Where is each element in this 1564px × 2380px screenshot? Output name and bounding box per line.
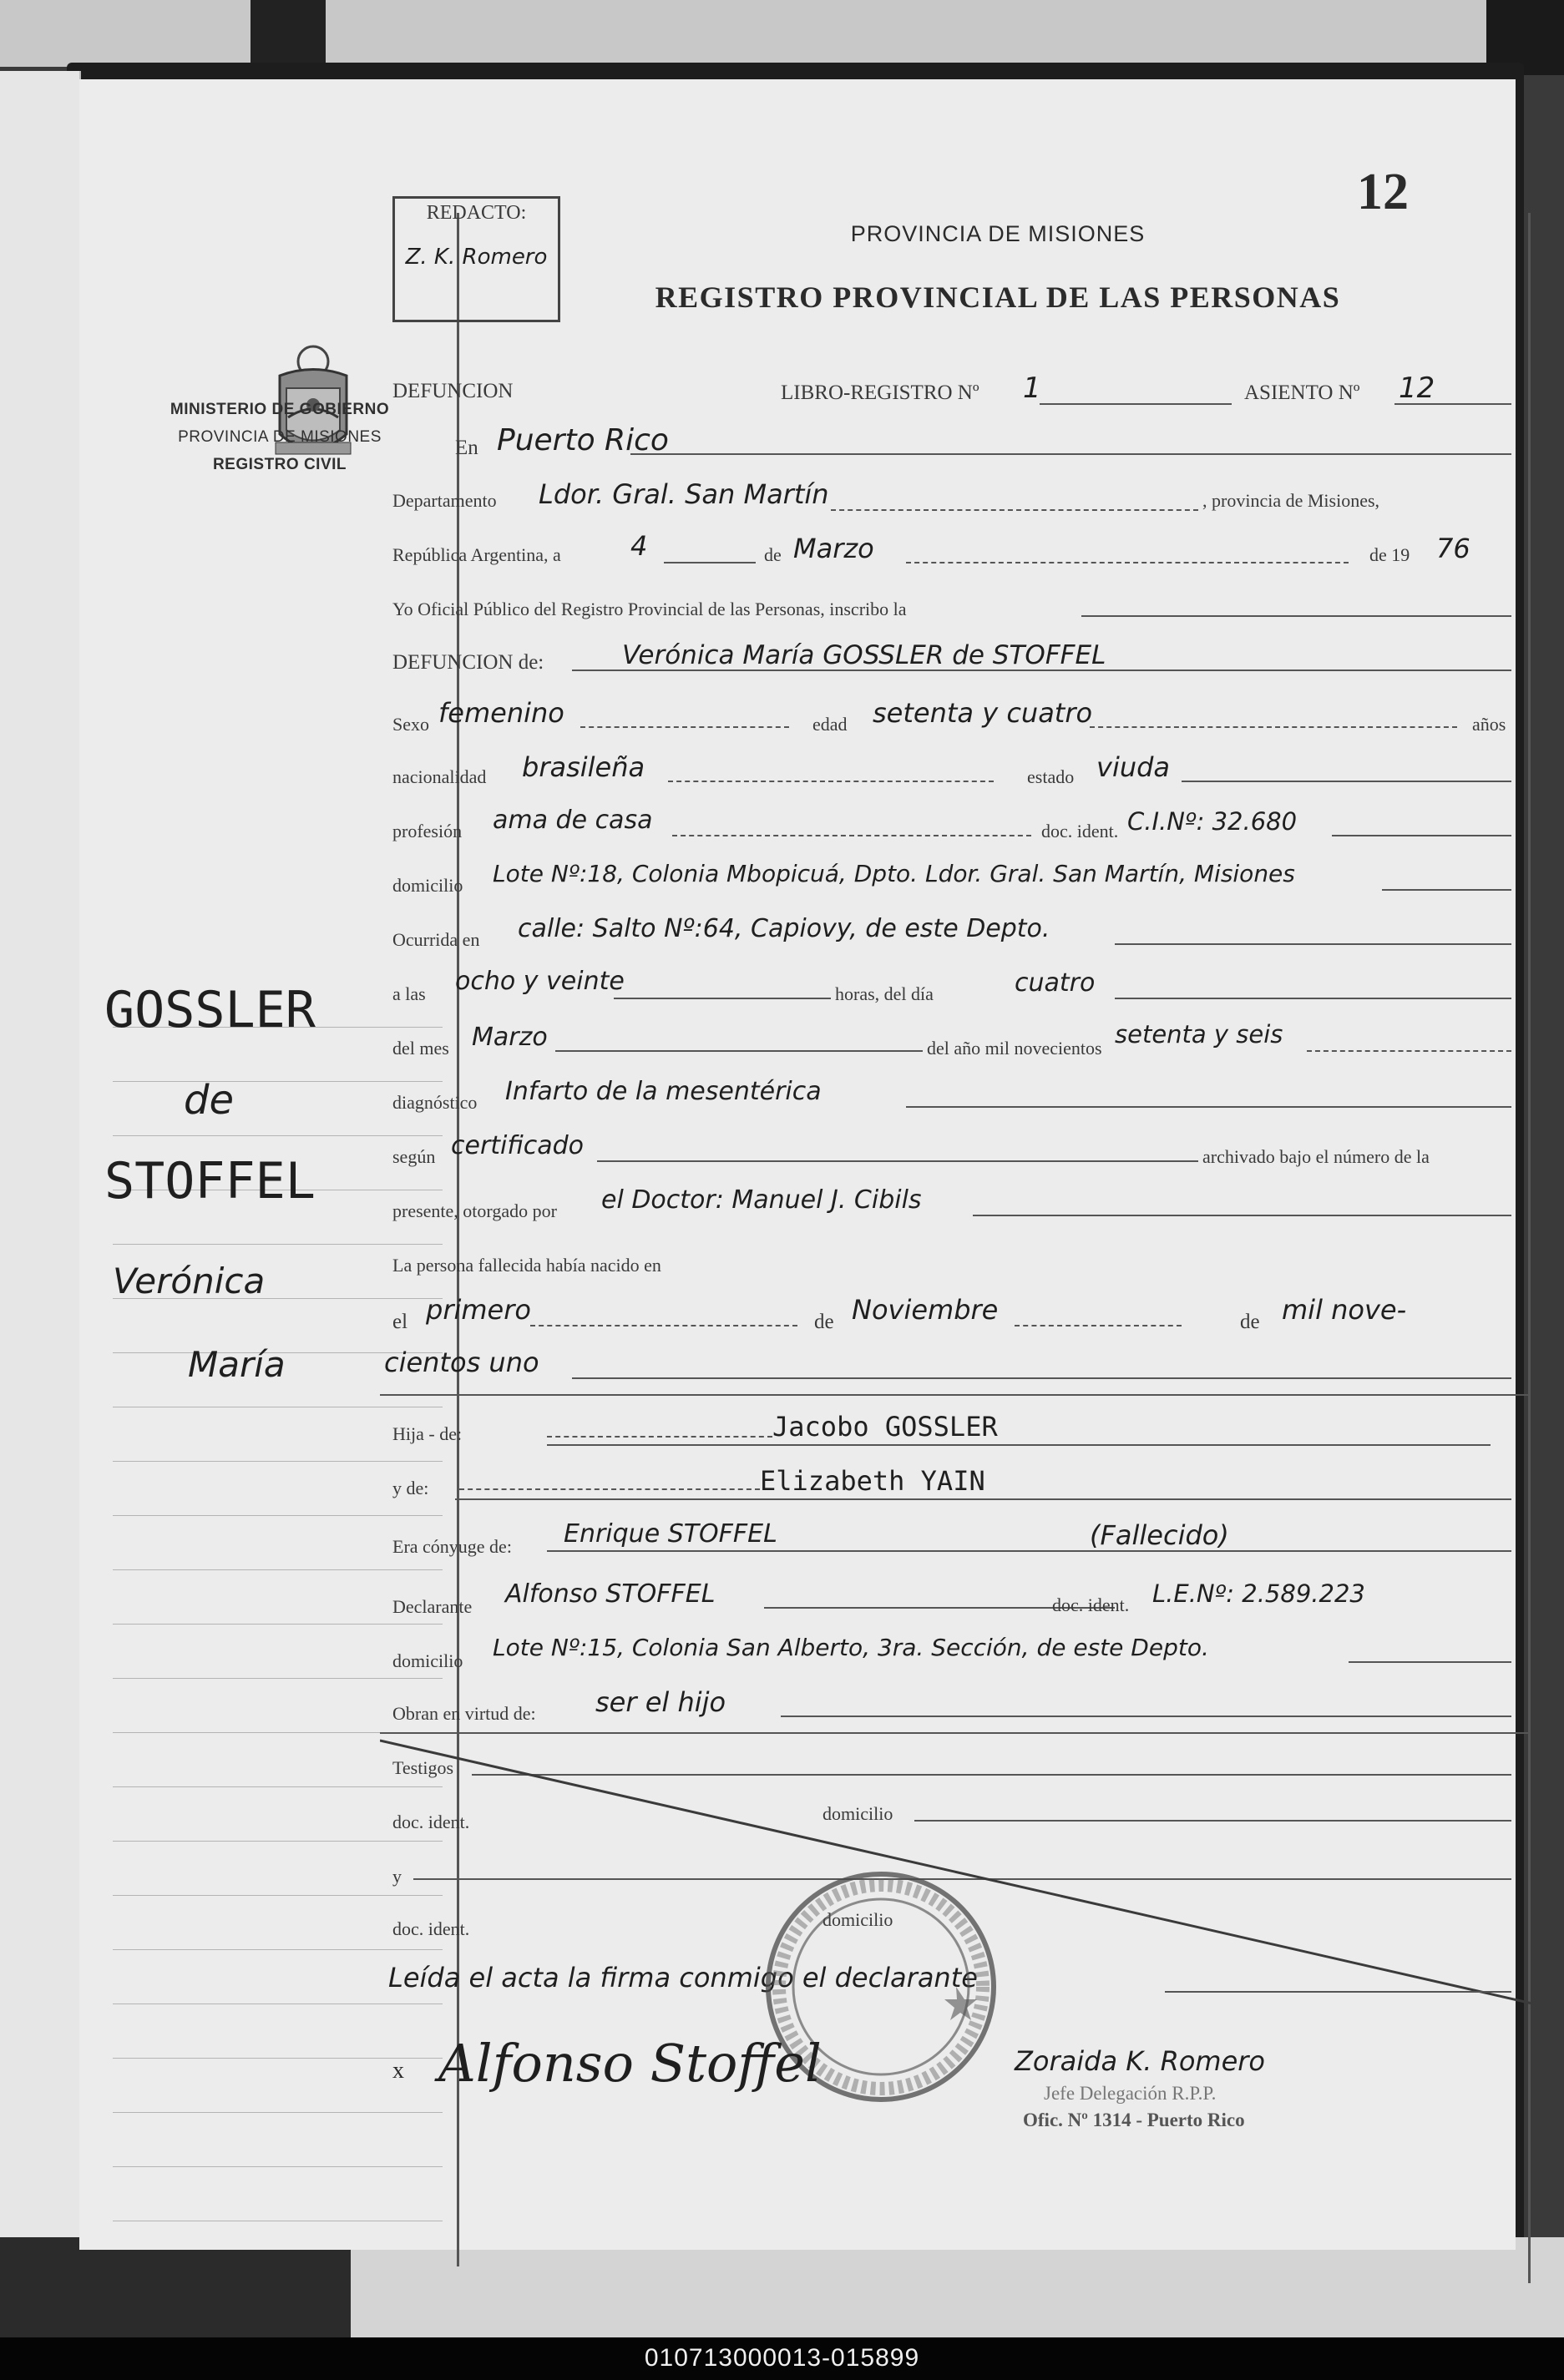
libro-value: 1 [1023, 371, 1041, 405]
nac-ano-value: mil nove- [1282, 1294, 1407, 1326]
departamento-value: Ldor. Gral. San Martín [539, 478, 829, 510]
libro-label: LIBRO-REGISTRO Nº [781, 382, 979, 404]
doc-value: C.I.Nº: 32.680 [1127, 807, 1298, 836]
nac-de-label: de [814, 1311, 834, 1333]
segun-value: certificado [451, 1131, 585, 1160]
nacionalidad-value: brasileña [522, 751, 645, 783]
diagnostico-value: Infarto de la mesentérica [505, 1077, 822, 1106]
left-page-edge [0, 71, 81, 2258]
domicilio-label: domicilio [392, 875, 463, 896]
presente-value: el Doctor: Manuel J. Cibils [601, 1185, 922, 1215]
official-title: Jefe Delegación R.P.P. [1044, 2083, 1217, 2104]
day-value: 4 [630, 530, 648, 562]
obran-value: ser el hijo [595, 1686, 726, 1718]
testigo-doc2-label: doc. ident. [392, 1918, 470, 1939]
hija-label: Hija - de: [392, 1423, 463, 1444]
mes-label: del mes [392, 1038, 449, 1059]
edad-value: setenta y cuatro [873, 697, 1093, 729]
sexo-label: Sexo [392, 714, 429, 735]
testigo-domicilio1-label: domicilio [822, 1803, 893, 1824]
decl-doc-label: doc. ident. [1052, 1594, 1130, 1615]
a-las-label: a las [392, 983, 426, 1004]
conyuge-note: (Fallecido) [1090, 1519, 1229, 1551]
a-las-value: ocho y veinte [455, 967, 625, 996]
year-prefix: de 19 [1369, 544, 1410, 565]
horas-label: horas, del día [835, 983, 934, 1004]
decl-domicilio-value: Lote Nº:15, Colonia San Alberto, 3ra. Sección, de este Depto. [493, 1634, 1209, 1661]
registry-heading: REGISTRO PROVINCIAL DE LAS PERSONAS [655, 280, 1341, 314]
asiento-label: ASIENTO Nº [1244, 382, 1360, 404]
domicilio-value: Lote Nº:18, Colonia Mbopicuá, Dpto. Ldor. Gral. San Martín, Misiones [493, 860, 1295, 887]
estado-label: estado [1027, 766, 1075, 787]
top-edge [0, 0, 1564, 67]
redacto-label: REDACTO: [426, 202, 527, 224]
dia-value: cuatro [1015, 968, 1096, 998]
document-id-caption: 010713000013-015899 [644, 2344, 920, 2372]
doc-label: doc. ident. [1041, 821, 1119, 841]
leida-text: Leída el acta la firma conmigo el declarante [388, 1962, 978, 1993]
ano-value: setenta y seis [1115, 1020, 1283, 1049]
edad-label: edad [812, 714, 848, 735]
testigos-label: Testigos [392, 1757, 454, 1778]
anos-label: años [1472, 714, 1506, 735]
nac-dia-value: primero [426, 1294, 531, 1326]
margin-first-name: Verónica [113, 1261, 266, 1301]
de-label: de [764, 544, 782, 565]
nac-ano-value-cont: cientos uno [384, 1347, 539, 1378]
y-de-label: y de: [392, 1478, 429, 1498]
nacionalidad-label: nacionalidad [392, 766, 487, 787]
profesion-value: ama de casa [493, 806, 653, 835]
register-page [79, 79, 1516, 2250]
year-value: 76 [1436, 533, 1470, 564]
mes-value: Marzo [472, 1023, 548, 1052]
testigo-doc1-label: doc. ident. [392, 1812, 470, 1832]
margin-de: de [184, 1077, 234, 1124]
segun-label: según [392, 1146, 436, 1167]
ministry-line-2: PROVINCIA DE MISIONES [178, 428, 382, 446]
margin-married-surname: STOFFEL [104, 1152, 316, 1210]
ocurrida-value: calle: Salto Nº:64, Capiovy, de este Depto. [518, 914, 1050, 943]
diagnostico-label: diagnóstico [392, 1092, 478, 1113]
departamento-label: Departamento [392, 490, 497, 511]
margin-surname: GOSSLER [104, 981, 316, 1039]
official-signature: Zoraida K. Romero [1015, 2045, 1265, 2077]
asiento-value: 12 [1399, 371, 1435, 405]
month-value: Marzo [793, 533, 874, 564]
el-label: el [392, 1311, 408, 1333]
profesion-label: profesión [392, 821, 463, 841]
official-office: Ofic. Nº 1314 - Puerto Rico [1023, 2110, 1245, 2130]
estado-value: viuda [1096, 751, 1171, 783]
bottom-edge [0, 2237, 1564, 2337]
ocurrida-label: Ocurrida en [392, 929, 480, 950]
declarante-label: Declarante [392, 1596, 473, 1617]
conyuge-label: Era cónyuge de: [392, 1536, 512, 1557]
obran-label: Obran en virtud de: [392, 1703, 536, 1724]
ministry-line-1: MINISTERIO DE GOBIERNO [170, 401, 390, 418]
province-heading: PROVINCIA DE MISIONES [850, 221, 1146, 246]
conyuge-value: Enrique STOFFEL [564, 1519, 777, 1549]
presente-label: presente, otorgado por [392, 1200, 557, 1221]
en-value: Puerto Rico [497, 423, 669, 457]
ano-label: del año mil novecientos [927, 1038, 1102, 1059]
oficial-text: Yo Oficial Público del Registro Provincial de las Personas, inscribo la [392, 599, 907, 619]
declarante-value: Alfonso STOFFEL [505, 1579, 716, 1609]
defuncion-de-label: DEFUNCION de: [392, 651, 544, 674]
declarante-signature: Alfonso Stoffel [438, 2033, 822, 2094]
nacido-label: La persona fallecida había nacido en [392, 1255, 661, 1276]
decl-doc-value: L.E.Nº: 2.589.223 [1152, 1579, 1365, 1608]
madre-value: Elizabeth YAIN [760, 1465, 985, 1497]
signature-x-mark: x [392, 2058, 404, 2084]
padre-value: Jacobo GOSSLER [772, 1411, 998, 1443]
sexo-value: femenino [438, 697, 564, 729]
testigo-domicilio2-label: domicilio [822, 1909, 893, 1930]
defuncion-de-value: Verónica María GOSSLER de STOFFEL [622, 640, 1106, 670]
provincia-suffix: , provincia de Misiones, [1202, 490, 1380, 511]
decl-domicilio-label: domicilio [392, 1650, 463, 1671]
en-label: En [455, 437, 478, 459]
republica-label: República Argentina, a [392, 544, 561, 565]
type-label: DEFUNCION [392, 380, 514, 402]
nac-de2-label: de [1240, 1311, 1260, 1333]
testigo-y-label: y [392, 1866, 402, 1887]
ministry-line-3: REGISTRO CIVIL [212, 456, 347, 473]
page-number: 12 [1357, 164, 1409, 220]
nac-mes-value: Noviembre [852, 1294, 999, 1326]
archivado-label: archivado bajo el número de la [1202, 1146, 1430, 1167]
margin-second-name: María [188, 1344, 286, 1385]
redacto-signature: Z. K. Romero [405, 245, 548, 270]
